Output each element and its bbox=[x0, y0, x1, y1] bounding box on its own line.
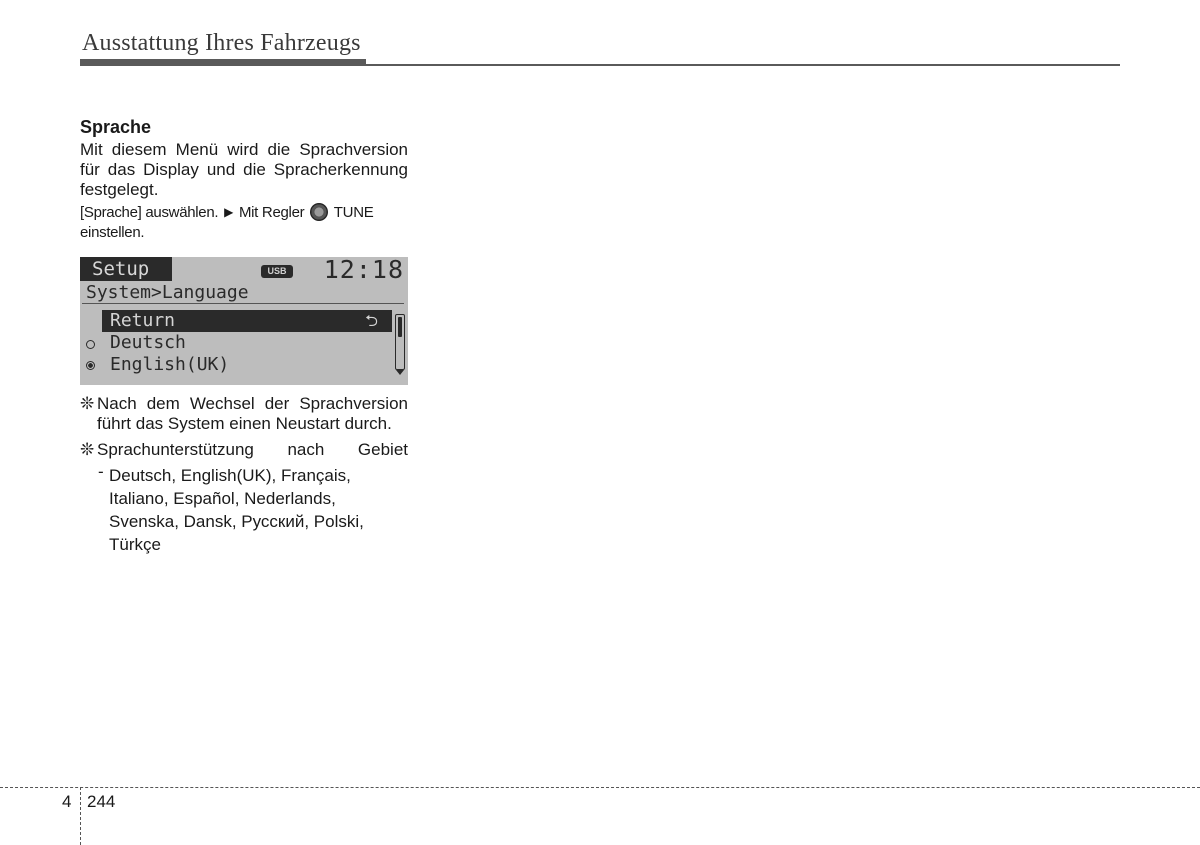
header-bar bbox=[80, 59, 366, 66]
lcd-item-label: Return bbox=[110, 310, 176, 331]
lcd-item-english-uk bbox=[102, 354, 392, 376]
lcd-item-deutsch bbox=[102, 332, 392, 354]
lcd-item-return bbox=[102, 310, 392, 332]
footer-vertical-divider bbox=[80, 787, 81, 845]
lcd-setup-tab: Setup bbox=[80, 257, 172, 281]
note-mark: ❊ bbox=[80, 440, 95, 459]
lcd-scroll-thumb bbox=[398, 317, 402, 337]
header-rule bbox=[366, 64, 1120, 66]
instruction bbox=[80, 202, 408, 243]
intro-paragraph: Mit diesem Menü wird die Sprachversion für das Display und die Spracherkennung festgelegt. bbox=[80, 140, 408, 199]
lcd-clock: 12:18 bbox=[323, 257, 404, 284]
lcd-item-label: Deutsch bbox=[110, 332, 186, 353]
lcd-item-label: English(UK) bbox=[110, 354, 230, 375]
note-language-support bbox=[80, 440, 408, 460]
radio-off-icon bbox=[86, 340, 95, 349]
radio-on-icon bbox=[86, 361, 95, 370]
language-list-text: Deutsch, English(UK), Français, Italiano, Español, Nederlands, Svenska, Dansk, Русский, Polski, Türkçe bbox=[109, 466, 364, 554]
footer-divider bbox=[0, 787, 1200, 788]
page-number: 244 bbox=[87, 792, 116, 811]
tune-knob-icon bbox=[310, 203, 328, 221]
lcd-divider bbox=[82, 303, 404, 304]
instruction-part2: Mit Regler bbox=[238, 204, 305, 221]
instruction-part1: [Sprache] auswählen. bbox=[80, 204, 219, 221]
note-text: Sprachunterstützung nach Gebiet bbox=[97, 440, 408, 459]
lcd-scrollbar bbox=[395, 314, 405, 370]
lcd-screen bbox=[80, 257, 408, 385]
chapter-number: 4 bbox=[62, 792, 72, 811]
note-restart bbox=[80, 394, 408, 434]
lcd-breadcrumb: System>Language bbox=[86, 282, 249, 303]
instruction-part3: TUNE einstellen. bbox=[80, 204, 374, 241]
note-text: Nach dem Wechsel der Sprachversion führt das System einen Neustart durch. bbox=[97, 394, 408, 433]
usb-badge: USB bbox=[261, 265, 293, 278]
scroll-down-arrow-icon bbox=[396, 370, 404, 375]
section-heading: Sprache bbox=[80, 117, 152, 137]
note-mark: ❊ bbox=[80, 394, 95, 413]
return-icon: ⮌ bbox=[365, 311, 378, 330]
language-list bbox=[98, 464, 408, 556]
list-dash: - bbox=[98, 462, 104, 481]
header-title: Ausstattung Ihres Fahrzeugs bbox=[82, 30, 361, 56]
play-arrow-icon: ▶ bbox=[224, 205, 234, 219]
content-column bbox=[80, 116, 408, 556]
